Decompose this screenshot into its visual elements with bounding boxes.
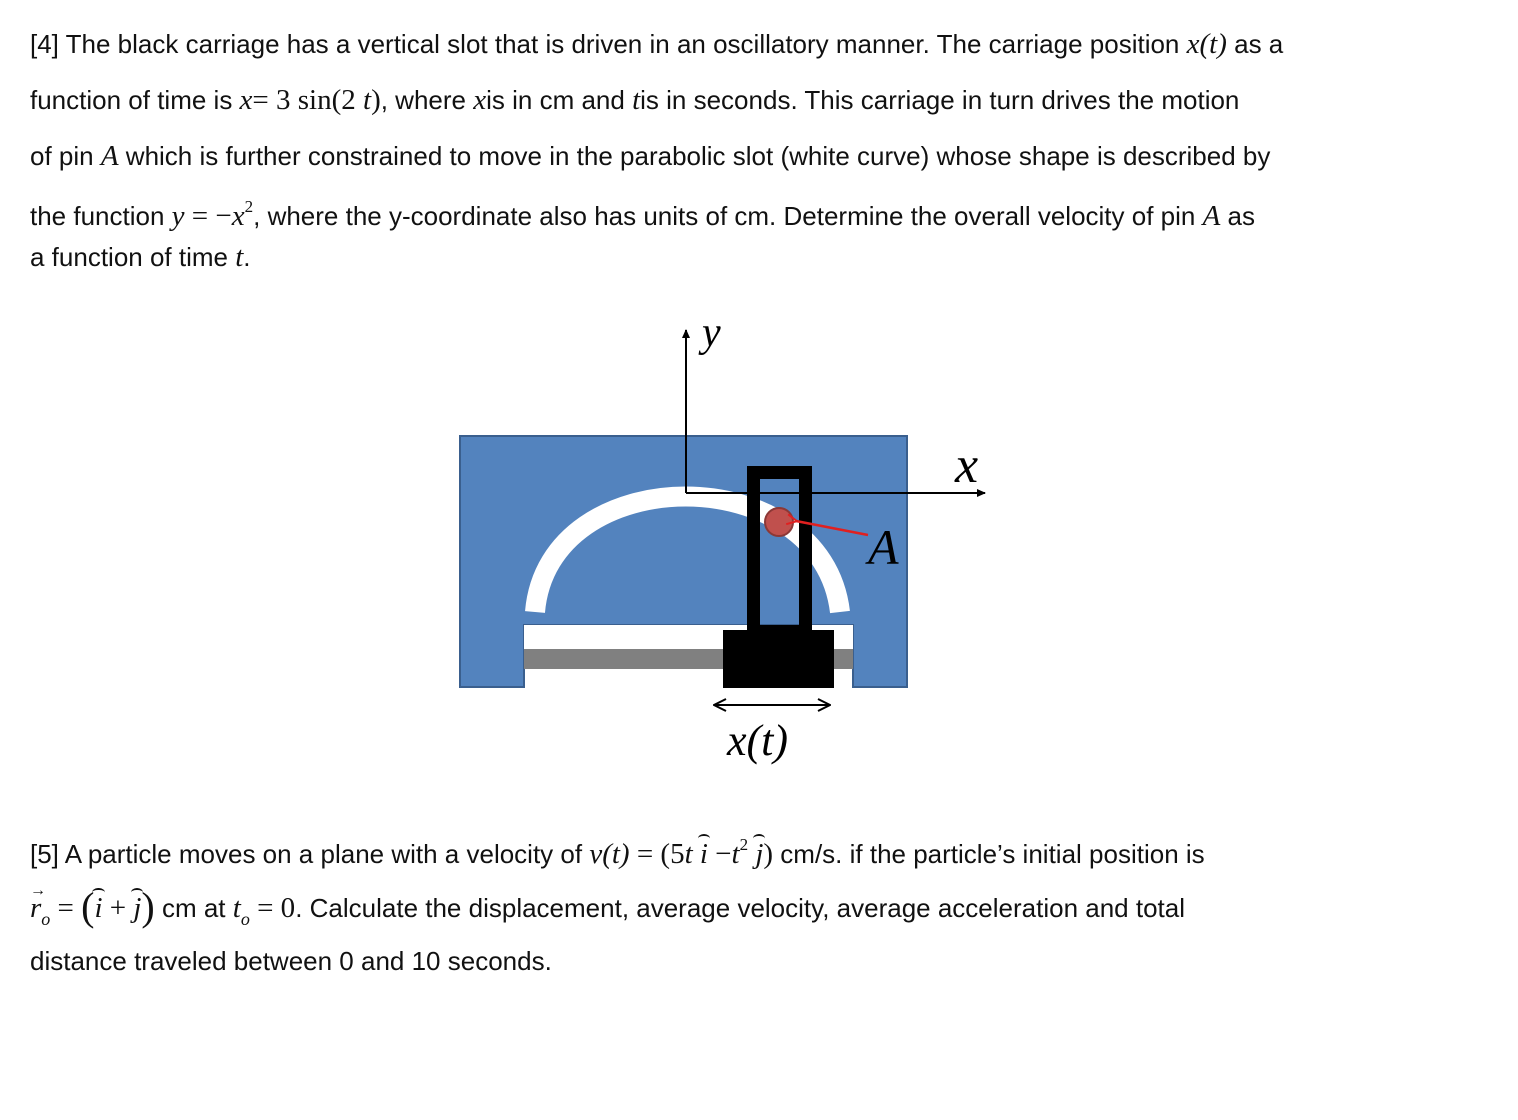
math-unit-j: j (133, 892, 142, 924)
problem4-line4 (30, 191, 1255, 232)
text: is in seconds. This carriage in turn drives the motion (640, 85, 1240, 115)
math-v: v (589, 838, 603, 870)
text: the function (30, 201, 165, 231)
math-y: y (171, 200, 185, 232)
math-subscript-o: o (240, 909, 250, 929)
math-t: t (731, 838, 740, 870)
math-x-of-t: x(t) (1186, 28, 1227, 60)
math-equals: = (5 (636, 838, 685, 870)
problem5-line3 (30, 945, 552, 977)
label-y: y (702, 310, 721, 356)
text: [5] A particle moves on a plane with a velocity of (30, 839, 583, 869)
math-equals-minus: = − (191, 200, 232, 232)
math-vector-r: → r (30, 892, 41, 924)
math-minus: − (715, 838, 732, 870)
math-subscript-o: o (41, 909, 51, 929)
problem4-line3 (30, 140, 1270, 172)
math-var-A: A (1202, 200, 1221, 232)
math-close-paren: ) (141, 884, 155, 929)
text: function of time is (30, 85, 233, 115)
label-a: A (868, 519, 899, 575)
math-unit-i: i (699, 838, 708, 870)
math-plus: + (109, 892, 127, 924)
text: as a (1234, 29, 1284, 59)
math-x: x (239, 84, 253, 116)
math-arg: 2 (341, 84, 356, 116)
math-equals: = (57, 892, 74, 924)
label-xt: x(t) (727, 716, 789, 765)
text: , where the y-coordinate also has units of cm. Determine the overall velocity of pin (253, 201, 1196, 231)
text: . Calculate the displacement, average velocity, average acceleration and total (295, 893, 1186, 923)
math-var-x: x (473, 84, 487, 116)
math-t: t (232, 892, 241, 924)
math-t: t (363, 84, 372, 116)
problem4-line1 (30, 28, 1283, 60)
math-exponent: 2 (244, 197, 254, 216)
text: distance traveled between 0 and 10 seconds. (30, 946, 552, 976)
math-var-t: t (632, 84, 641, 116)
math-close: ) (763, 838, 774, 870)
text: of pin (30, 141, 94, 171)
text: [4] The black carriage has a vertical slot that is driven in an oscillatory manner. The carriage position (30, 29, 1180, 59)
math-t-paren: (t) (602, 838, 630, 870)
math-equals-zero: = 0 (257, 892, 296, 924)
math-close: ) (371, 84, 381, 116)
text: as (1227, 201, 1256, 231)
math-exponent: 2 (739, 835, 749, 854)
math-var-A: A (100, 140, 119, 172)
label-x: x (955, 437, 979, 494)
text: . (243, 242, 251, 272)
math-open-paren: ( (81, 884, 95, 929)
math-sin: sin( (297, 84, 342, 116)
problem5-line2 (30, 884, 1186, 935)
math-equals-3: = 3 (252, 84, 291, 116)
mechanism-diagram (440, 300, 1040, 780)
text: , where (380, 85, 466, 115)
math-var-t: t (235, 241, 244, 273)
math-t: t (684, 838, 693, 870)
carriage-base (723, 630, 834, 688)
math-unit-i: i (94, 892, 103, 924)
math-unit-j: j (755, 838, 764, 870)
problem4-line5 (30, 241, 251, 273)
pin-a (765, 508, 793, 536)
math-x: x (231, 200, 245, 232)
problem4-line2 (30, 84, 1239, 116)
text: cm at (161, 893, 226, 923)
text: is in cm and (486, 85, 625, 115)
problem5-line1 (30, 829, 1205, 870)
text: which is further constrained to move in the parabolic slot (white curve) whose shape is described by (125, 141, 1271, 171)
text: cm/s. if the particle’s initial position is (780, 839, 1205, 869)
text: a function of time (30, 242, 228, 272)
